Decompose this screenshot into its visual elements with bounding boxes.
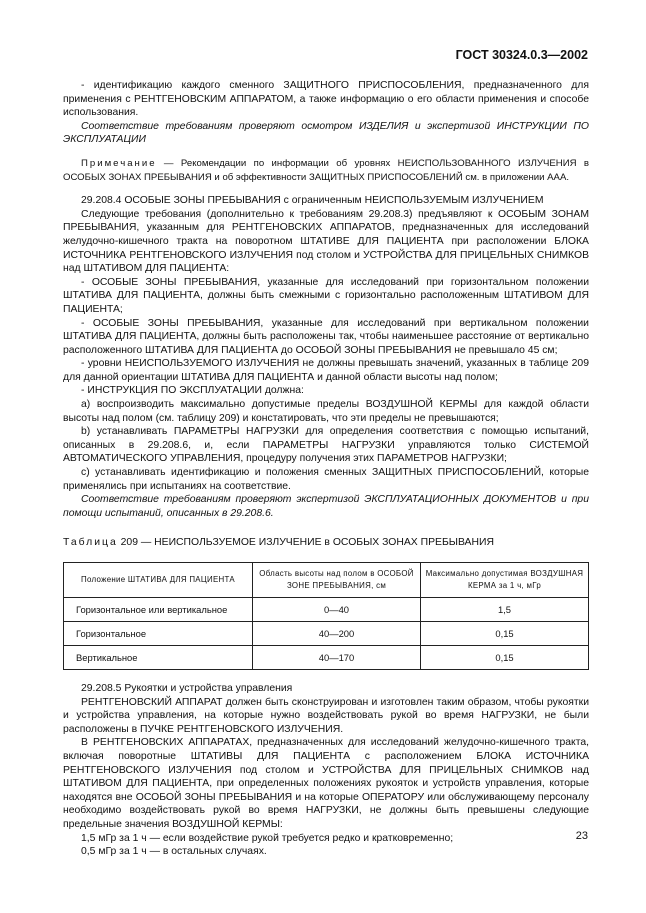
table-cell: Горизонтальное (64, 622, 253, 646)
table-cell: 40—200 (253, 622, 421, 646)
table-cell: Вертикальное (64, 646, 253, 670)
table-cell: 0—40 (253, 598, 421, 622)
paragraph: - идентификацию каждого сменного ЗАЩИТНОГО ПРИСПОСОБЛЕНИЯ, предназначенного для применения с РЕНТГЕНОВСКИМ АППАРАТОМ, а также информацию о его области применения и способе использования. (63, 80, 589, 119)
section-heading: 29.208.5 Рукоятки и устройства управления (81, 683, 293, 694)
table-caption (63, 536, 589, 550)
paragraph: РЕНТГЕНОВСКИЙ АППАРАТ должен быть сконструирован и изготовлен таким образом, чтобы рукоятки и устройства управления, на которые нужно воздействовать рукой во время НАГРУЗКИ, не были расположены в ПУЧКЕ РЕНТГЕНОВСКОГО ИЗЛУЧЕНИЯ. (63, 696, 589, 735)
list-item: - ОСОБЫЕ ЗОНЫ ПРЕБЫВАНИЯ, указанные для исследований при вертикальном положении ШТАТИВА ДЛЯ ПАЦИЕНТА, должны быть расположены так, чтобы наименьшее расстояние от вертикально расположенного ШТАТИВА ДЛЯ ПАЦИЕНТА до ОСОБОЙ ЗОНЫ ПРЕБЫВАНИЯ не превышало 45 см; (63, 317, 589, 356)
table-header-row (64, 563, 589, 598)
limit-value: 0,5 мГр за 1 ч — в остальных случаях. (81, 846, 267, 858)
table-cell: 0,15 (421, 622, 589, 646)
radiation-table (63, 562, 589, 670)
table-row (64, 622, 589, 646)
compliance-statement: Соответствие требованиям проверяют экспертизой ЭКСПЛУАТАЦИОННЫХ ДОКУМЕНТОВ и при помощи испытаний, описанных в 29.208.6. (63, 494, 589, 519)
list-item: - ОСОБЫЕ ЗОНЫ ПРЕБЫВАНИЯ, указанные для исследований при горизонтальном положении ШТАТИВА ДЛЯ ПАЦИЕНТА, должны быть смежными с горизонтально расположенным ШТАТИВОМ ДЛЯ ПАЦИЕНТА; (63, 276, 589, 315)
table-header-cell: Область высоты над полом в ОСОБОЙ ЗОНЕ ПРЕБЫВАНИЯ, см (253, 563, 421, 598)
table-header-cell: Максимально допустимая ВОЗДУШНАЯ КЕРМА за 1 ч, мГр (421, 563, 589, 598)
table-label: Таблица (63, 537, 118, 549)
table-header-cell: Положение ШТАТИВА ДЛЯ ПАЦИЕНТА (64, 563, 253, 598)
section-heading: 29.208.4 ОСОБЫЕ ЗОНЫ ПРЕБЫВАНИЯ с ограниченным НЕИСПОЛЬЗУЕМЫМ ИЗЛУЧЕНИЕМ (81, 195, 544, 207)
table-row (64, 598, 589, 622)
limit-value: 1,5 мГр за 1 ч — если воздействие рукой требуется редко и кратковременно; (81, 832, 454, 844)
table-row (64, 646, 589, 670)
list-item: c) устанавливать идентификацию и положения сменных ЗАЩИТНЫХ ПРИСПОСОБЛЕНИЙ, которые применялись при испытаниях на соответствие. (63, 467, 589, 492)
note-label: Примечание (81, 157, 157, 169)
table-cell: 40—170 (253, 646, 421, 670)
table-cell: 0,15 (421, 646, 589, 670)
list-item: - уровни НЕИСПОЛЬЗУЕМОГО ИЗЛУЧЕНИЯ не должны превышать значений, указанных в таблице 209 для данной ориентации ШТАТИВА ДЛЯ ПАЦИЕНТА и данной области высоты над полом; (63, 358, 589, 383)
paragraph: Следующие требования (дополнительно к требованиям 29.208.3) предъявляют к ОСОБЫМ ЗОНАМ ПРЕБЫВАНИЯ, указанным для РЕНТГЕНОВСКИХ АППАРАТОВ, предназначенных для исследований желудочно-кишечного тракта на поворотном ШТАТИВЕ ДЛЯ ПАЦИЕНТА при расположении БЛОКА ИСТОЧНИКА РЕНТГЕНОВСКОГО ИЗЛУЧЕНИЯ под столом и УСТРОЙСТВА ДЛЯ ПРИЦЕЛЬНЫХ СНИМКОВ над ШТАТИВОМ ДЛЯ ПАЦИЕНТА: (63, 208, 589, 275)
document-header: ГОСТ 30324.0.3—2002 (455, 48, 588, 62)
paragraph: В РЕНТГЕНОВСКИХ АППАРАТАХ, предназначенных для исследований желудочно-кишечного тракта, включая поворотные ШТАТИВЫ ДЛЯ ПАЦИЕНТА с расположением БЛОКА ИСТОЧНИКА РЕНТГЕНОВСКОГО ИЗЛУЧЕНИЯ под столом и УСТРОЙСТВА ДЛЯ ПРИЦЕЛЬНЫХ СНИМКОВ над ШТАТИВОМ ДЛЯ ПАЦИЕНТА, при определенных положениях рукояток и устройств управления, которые находятся вне ОСОБОЙ ЗОНЫ ПРЕБЫВАНИЯ и на которые ОПЕРАТОРУ или обслуживающему персоналу необходимо воздействовать рукой во время НАГРУЗКИ, не должны быть превышены следующие предельные значения ВОЗДУШНОЙ КЕРМЫ: (63, 737, 589, 830)
table-cell: Горизонтальное или вертикальное (64, 598, 253, 622)
list-item: a) воспроизводить максимально допустимые пределы ВОЗДУШНОЙ КЕРМЫ для каждой области высоты над полом (см. таблицу 209) и констатировать, что эти пределы не превышаются; (63, 399, 589, 424)
document-body (63, 79, 589, 859)
note-text: — Рекомендации по информации об уровнях НЕИСПОЛЬЗОВАННОГО ИЗЛУЧЕНИЯ в ОСОБЫХ ЗОНАХ ПРЕБЫВАНИЯ и об эффективности ЗАЩИТНЫХ ПРИСПОСОБЛЕНИЙ см. в приложении ААА. (63, 157, 589, 183)
list-item: - ИНСТРУКЦИЯ ПО ЭКСПЛУАТАЦИИ должна: (81, 385, 304, 397)
compliance-statement: Соответствие требованиям проверяют осмотром ИЗДЕЛИЯ и экспертизой ИНСТРУКЦИИ ПО ЭКСПЛУАТАЦИИ (63, 120, 589, 146)
table-title: 209 — НЕИСПОЛЬЗУЕМОЕ ИЗЛУЧЕНИЕ в ОСОБЫХ ЗОНАХ ПРЕБЫВАНИЯ (117, 537, 494, 549)
note (63, 157, 589, 184)
list-item: b) устанавливать ПАРАМЕТРЫ НАГРУЗКИ для определения соответствия с помощью испытаний, описанных в 29.208.6, и, если ПАРАМЕТРЫ НАГРУЗКИ управляются только СИСТЕМОЙ АВТОМАТИЧЕСКОГО УПРАВЛЕНИЯ, процедуру получения этих ПАРАМЕТРОВ НАГРУЗКИ; (63, 426, 589, 465)
table-cell: 1,5 (421, 598, 589, 622)
page-number: 23 (575, 830, 588, 842)
